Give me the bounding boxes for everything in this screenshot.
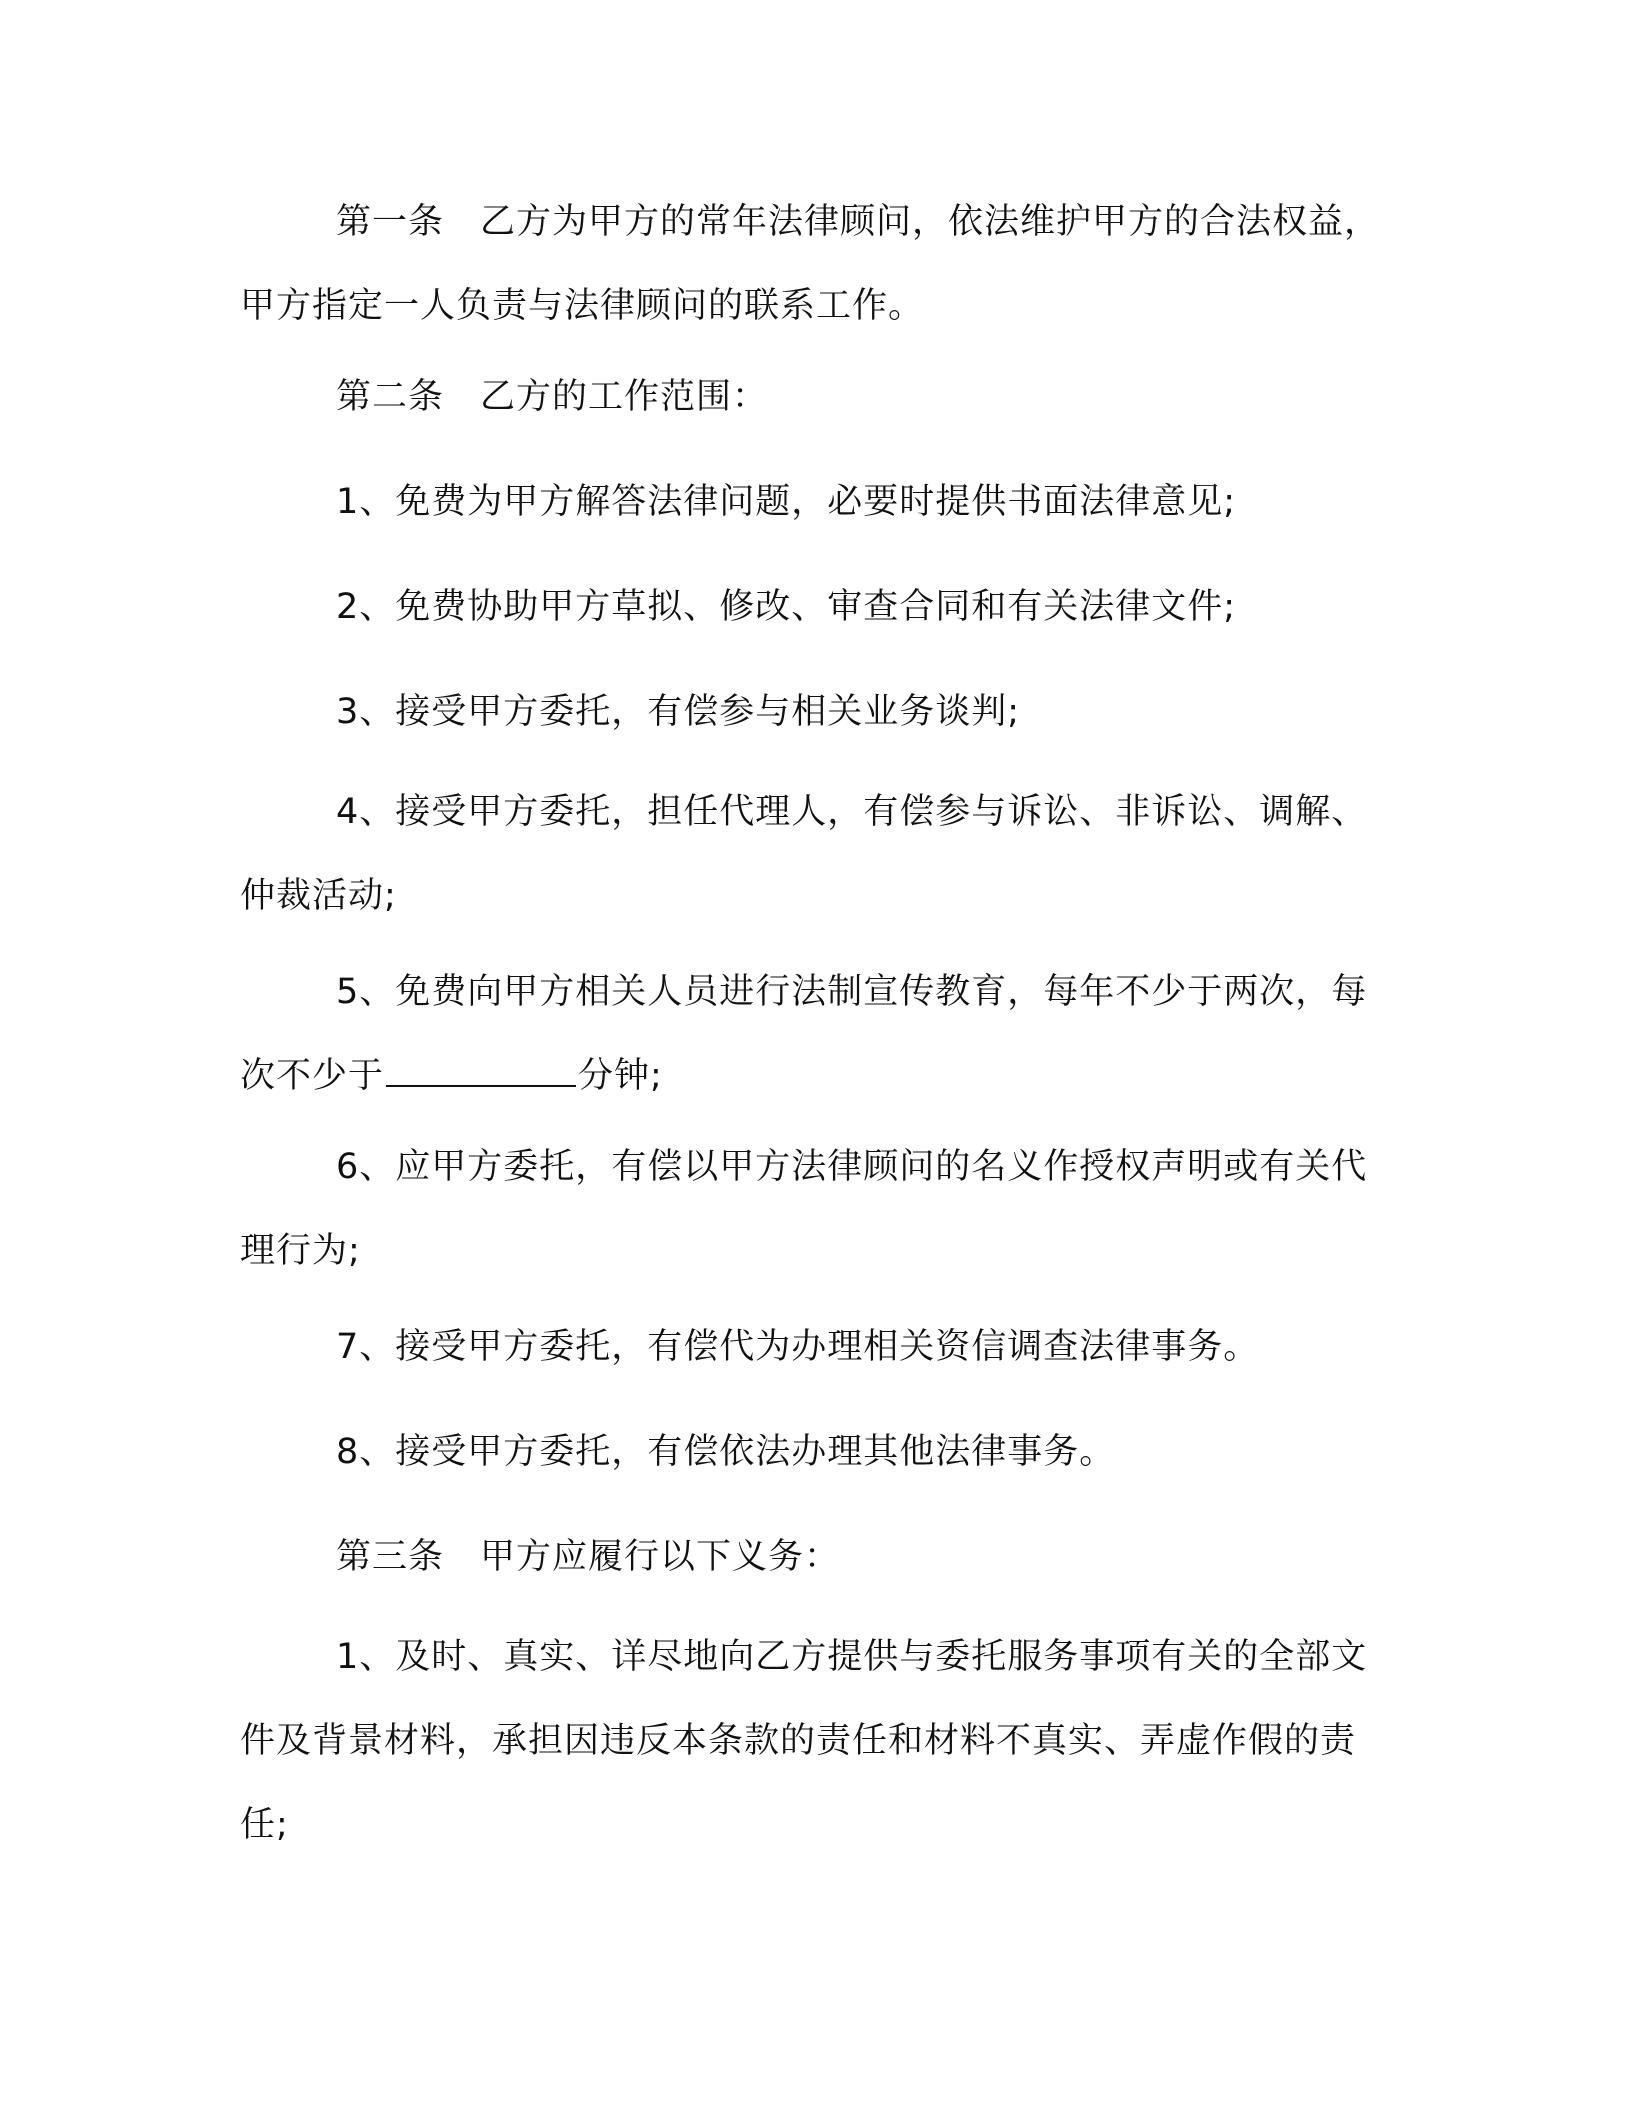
article-1-paragraph: 第一条 乙方为甲方的常年法律顾问，依法维护甲方的合法权益，甲方指定一人负责与法律顾问的联系工作。 — [240, 202, 1381, 326]
article-2-item-4: 4、接受甲方委托，担任代理人，有偿参与诉讼、非诉讼、调解、仲裁活动; — [240, 792, 1368, 916]
article-2-item-8: 8、接受甲方委托，有偿依法办理其他法律事务。 — [336, 1432, 1116, 1472]
article-2-item-2: 2、免费协助甲方草拟、修改、审查合同和有关法律文件; — [336, 587, 1237, 627]
article-2-item-1: 1、免费为甲方解答法律问题，必要时提供书面法律意见; — [336, 482, 1237, 522]
article-2-item-6: 6、应甲方委托，有偿以甲方法律顾问的名义作授权声明或有关代理行为; — [240, 1147, 1368, 1271]
article-2-item-3: 3、接受甲方委托，有偿参与相关业务谈判; — [336, 692, 1021, 732]
article-3-heading: 第三条 甲方应履行以下义务： — [336, 1537, 841, 1577]
article-3-item-1: 1、及时、真实、详尽地向乙方提供与委托服务事项有关的全部文件及背景材料，承担因违反本条款的责任和材料不真实、弄虚作假的责任; — [240, 1637, 1368, 1845]
item-5-text-after: 分钟; — [578, 1056, 663, 1096]
item-5-text-before: 5、免费向甲方相关人员进行法制宣传教育，每年不少于两次，每次不少于 — [240, 972, 1368, 1096]
article-2-heading: 第二条 乙方的工作范围： — [336, 377, 769, 417]
article-2-item-7: 7、接受甲方委托，有偿代为办理相关资信调查法律事务。 — [336, 1327, 1260, 1367]
article-2-item-5 — [240, 950, 1380, 1118]
fill-in-blank[interactable] — [386, 1055, 576, 1087]
